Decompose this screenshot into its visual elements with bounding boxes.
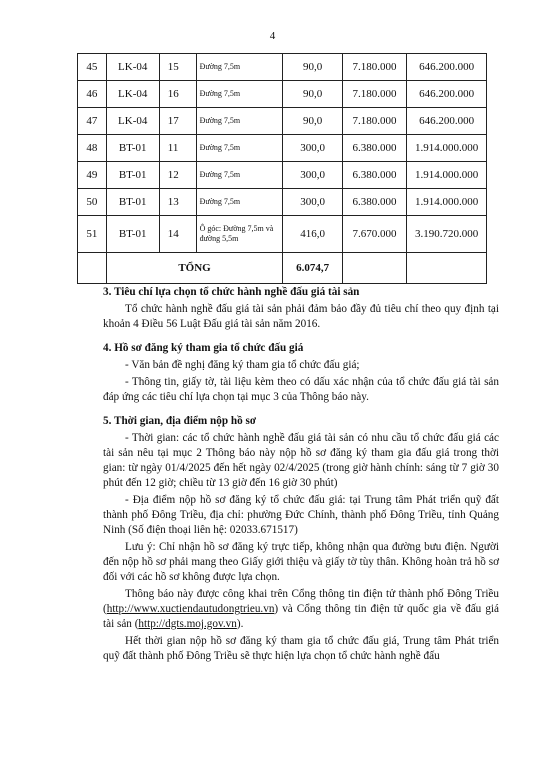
cell-lo: LK-04 bbox=[106, 108, 159, 135]
cell-stt: 48 bbox=[78, 135, 107, 162]
cell-dien-tich: 300,0 bbox=[283, 162, 342, 189]
cell-stt: 46 bbox=[78, 81, 107, 108]
cell-stt: 51 bbox=[78, 216, 107, 253]
cell-vi-tri: Đường 7,5m bbox=[196, 108, 283, 135]
cell-stt: 49 bbox=[78, 162, 107, 189]
cell-vi-tri: Đường 7,5m bbox=[196, 54, 283, 81]
cell-dien-tich: 90,0 bbox=[283, 81, 342, 108]
cell-lo: BT-01 bbox=[106, 162, 159, 189]
cell-lo: LK-04 bbox=[106, 81, 159, 108]
cell-thua: 15 bbox=[159, 54, 196, 81]
section-5-heading: 5. Thời gian, địa điểm nộp hồ sơ bbox=[103, 415, 257, 427]
table-row bbox=[78, 216, 487, 253]
cell-lo: BT-01 bbox=[106, 135, 159, 162]
cell-don-gia: 6.380.000 bbox=[342, 189, 406, 216]
cell-empty bbox=[407, 253, 487, 284]
cell-thanh-tien: 1.914.000.000 bbox=[407, 189, 487, 216]
cell-lo: BT-01 bbox=[106, 189, 159, 216]
table-total-row bbox=[78, 253, 487, 284]
asset-table bbox=[77, 53, 487, 284]
table-row bbox=[78, 108, 487, 135]
cell-don-gia: 7.180.000 bbox=[342, 54, 406, 81]
cell-stt: 45 bbox=[78, 54, 107, 81]
cell-thanh-tien: 646.200.000 bbox=[407, 108, 487, 135]
section-5-item-1: - Thời gian: các tổ chức hành nghề đấu giá tài sản có nhu cầu tổ chức đấu giá các tài sản nêu tại mục 2 Thông báo này nộp hồ sơ đăng ký tham gia đấu giá trong thời gian: từ ngày 01/4/2025 đến hết ngày 02/4/2025 (trong giờ hành chính: sáng từ 7 giờ 30 phút đến 12 giờ; chiều từ 13 giờ đến 16 giờ 30 phút) bbox=[103, 432, 499, 489]
publication-text-c: ). bbox=[236, 618, 244, 630]
cell-thua: 17 bbox=[159, 108, 196, 135]
page-number: 4 bbox=[269, 30, 276, 42]
table-row bbox=[78, 54, 487, 81]
section-3-heading: 3. Tiêu chí lựa chọn tổ chức hành nghề đấu giá tài sản bbox=[103, 286, 360, 298]
cell-thua: 16 bbox=[159, 81, 196, 108]
total-dien-tich: 6.074,7 bbox=[283, 253, 342, 284]
section-5-closing: Hết thời gian nộp hồ sơ đăng ký tham gia tổ chức đấu giá, Trung tâm Phát triển quỹ đất thành phố Đông Triều sẽ thực hiện lựa chọn tổ chức hành nghề đấu bbox=[103, 635, 499, 662]
cell-thua: 13 bbox=[159, 189, 196, 216]
cell-don-gia: 7.180.000 bbox=[342, 81, 406, 108]
table-row bbox=[78, 162, 487, 189]
link-xuctien-dautu[interactable]: http://www.xuctiendautudongtrieu.vn bbox=[106, 603, 275, 615]
section-5-publication bbox=[103, 587, 499, 632]
cell-dien-tich: 416,0 bbox=[283, 216, 342, 253]
section-5-item-2: - Địa điểm nộp hồ sơ đăng ký tổ chức đấu giá: tại Trung tâm Phát triển quỹ đất thành phố Đông Triều, địa chỉ: phường Đức Chính, thành phố Đông Triều, tỉnh Quảng Ninh (Số điện thoại liên hệ: 02033.671517) bbox=[103, 494, 499, 536]
cell-vi-tri: Ô góc: Đường 7,5m và đường 5,5m bbox=[196, 216, 283, 253]
cell-vi-tri: Đường 7,5m bbox=[196, 162, 283, 189]
cell-stt: 47 bbox=[78, 108, 107, 135]
cell-thanh-tien: 646.200.000 bbox=[407, 81, 487, 108]
cell-dien-tich: 300,0 bbox=[283, 135, 342, 162]
cell-don-gia: 6.380.000 bbox=[342, 135, 406, 162]
cell-don-gia: 6.380.000 bbox=[342, 162, 406, 189]
link-dgts-moj[interactable]: http://dgts.moj.gov.vn bbox=[138, 618, 237, 630]
table-row bbox=[78, 81, 487, 108]
cell-vi-tri: Đường 7,5m bbox=[196, 189, 283, 216]
table-row bbox=[78, 135, 487, 162]
cell-vi-tri: Đường 7,5m bbox=[196, 81, 283, 108]
cell-stt: 50 bbox=[78, 189, 107, 216]
cell-dien-tich: 90,0 bbox=[283, 108, 342, 135]
total-label: TỔNG bbox=[106, 253, 283, 284]
section-4-heading: 4. Hồ sơ đăng ký tham gia tổ chức đấu giá bbox=[103, 342, 304, 354]
section-4-item-1: - Văn bản đề nghị đăng ký tham gia tổ chức đấu giá; bbox=[125, 359, 360, 371]
section-4-item-2: - Thông tin, giấy tờ, tài liệu kèm theo có dấu xác nhận của tổ chức đấu giá tài sản đáp ứng các tiêu chí lựa chọn tại mục 3 của Thông báo này. bbox=[103, 376, 499, 403]
cell-thanh-tien: 1.914.000.000 bbox=[407, 135, 487, 162]
cell-thanh-tien: 3.190.720.000 bbox=[407, 216, 487, 253]
cell-thua: 11 bbox=[159, 135, 196, 162]
cell-vi-tri: Đường 7,5m bbox=[196, 135, 283, 162]
cell-empty bbox=[78, 253, 107, 284]
cell-thua: 12 bbox=[159, 162, 196, 189]
publication-text-a: Thông báo này được công khai trên Cổng thông tin điện tử thành phố Đông Triều ( bbox=[103, 588, 499, 615]
document-body bbox=[103, 285, 499, 664]
cell-thua: 14 bbox=[159, 216, 196, 253]
section-3-paragraph: Tổ chức hành nghề đấu giá tài sản phải đảm bảo đầy đủ tiêu chí theo quy định tại khoản 4 Điều 56 Luật Đấu giá tài sản năm 2016. bbox=[103, 303, 499, 330]
publication-text-b: ) và Cổng thông tin điện tử quốc gia về đấu giá tài sản ( bbox=[103, 603, 499, 630]
table-row bbox=[78, 189, 487, 216]
cell-don-gia: 7.670.000 bbox=[342, 216, 406, 253]
cell-dien-tich: 300,0 bbox=[283, 189, 342, 216]
cell-lo: BT-01 bbox=[106, 216, 159, 253]
cell-empty bbox=[342, 253, 406, 284]
cell-thanh-tien: 1.914.000.000 bbox=[407, 162, 487, 189]
section-5-note: Lưu ý: Chỉ nhận hồ sơ đăng ký trực tiếp, không nhận qua đường bưu điện. Người đến nộp hồ sơ phải mang theo Giấy giới thiệu và giấy tờ tùy thân. Không hoàn trả hồ sơ đối với các hồ sơ không được lựa chọn. bbox=[103, 541, 499, 583]
cell-don-gia: 7.180.000 bbox=[342, 108, 406, 135]
cell-dien-tich: 90,0 bbox=[283, 54, 342, 81]
cell-thanh-tien: 646.200.000 bbox=[407, 54, 487, 81]
cell-lo: LK-04 bbox=[106, 54, 159, 81]
